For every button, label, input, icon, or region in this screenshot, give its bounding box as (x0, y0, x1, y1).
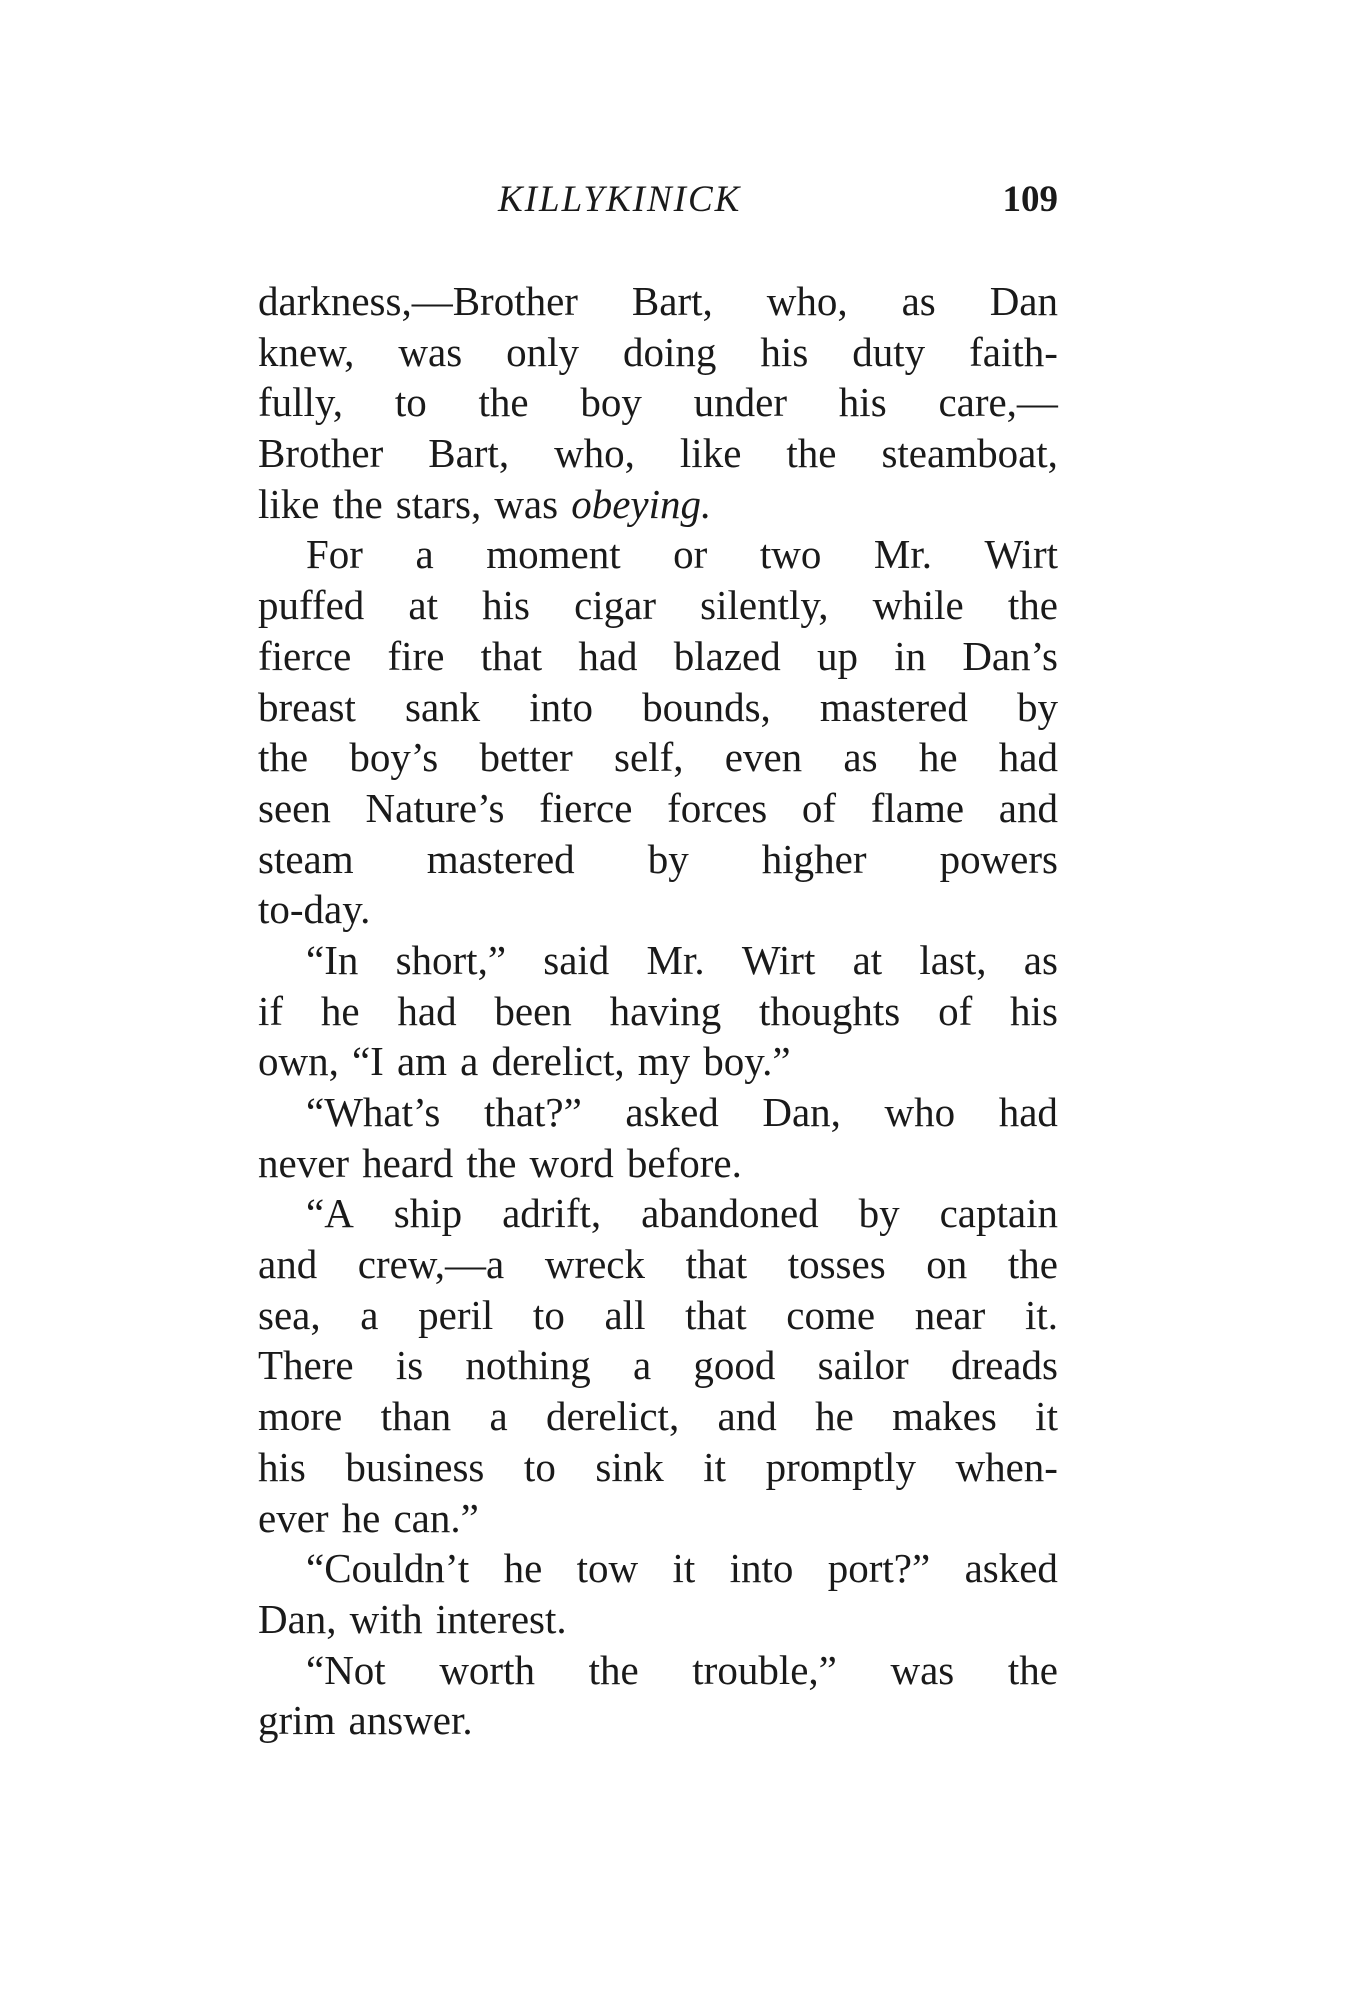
word: never (258, 1139, 350, 1186)
word: tow (576, 1545, 639, 1592)
word: or (673, 531, 708, 578)
text-line (258, 327, 1058, 378)
word: at (408, 582, 438, 629)
word: two (759, 531, 822, 578)
word: Bart, (428, 430, 510, 477)
word: mastered (819, 683, 968, 730)
text-line (258, 834, 1058, 885)
word: cigar (574, 582, 657, 629)
word: There (258, 1342, 354, 1389)
word: Mr. (646, 936, 705, 983)
word: than (380, 1393, 452, 1440)
word: “What’s (306, 1089, 441, 1135)
word: his (258, 1443, 306, 1490)
word: makes (892, 1393, 997, 1440)
text-line (258, 732, 1058, 783)
page-number: 109 (1002, 179, 1058, 220)
word: by (1016, 683, 1058, 730)
text-line (258, 1138, 1058, 1189)
word: boy.” (703, 1038, 791, 1085)
word: boy (580, 379, 642, 426)
word: nothing (465, 1342, 591, 1389)
word: word (529, 1139, 614, 1186)
word: care,— (938, 379, 1058, 426)
word: promptly (765, 1443, 916, 1490)
word: who, (766, 278, 848, 324)
word: more (258, 1393, 343, 1440)
word: grim (258, 1697, 336, 1744)
word: “I (351, 1038, 384, 1085)
word: my (637, 1038, 691, 1085)
word: as (1023, 936, 1058, 983)
word: Dan’s (962, 632, 1058, 679)
word: “Couldn’t (306, 1545, 470, 1592)
word: fire (387, 632, 445, 679)
word: had (397, 987, 457, 1034)
word: when- (955, 1443, 1058, 1490)
word: forces (667, 784, 768, 831)
word: Mr. (873, 531, 932, 578)
text-line (258, 682, 1058, 733)
text-line (258, 935, 1058, 986)
word: puffed (258, 582, 365, 629)
word: his (482, 582, 530, 629)
word: thoughts (759, 987, 901, 1034)
word: who, (554, 430, 635, 477)
word: the (1007, 1241, 1058, 1288)
word: powers (939, 835, 1058, 882)
word: dreads (950, 1342, 1058, 1389)
text-line (258, 1239, 1058, 1290)
text-line (258, 986, 1058, 1037)
word: had (998, 1089, 1058, 1135)
word: asked (964, 1545, 1058, 1592)
word: that (685, 1241, 748, 1288)
word: the (1007, 1646, 1058, 1693)
word: short,” (395, 936, 507, 983)
word: in (894, 632, 927, 679)
word: Bart, (631, 278, 713, 324)
word: the (588, 1646, 639, 1693)
word: heard (362, 1139, 454, 1186)
running-title: KILLYKINICK (498, 179, 742, 220)
word: having (609, 987, 722, 1034)
text-line (258, 1340, 1058, 1391)
word: last, (919, 936, 987, 983)
word: crew,—a (357, 1241, 505, 1288)
word: moment (486, 531, 621, 578)
word: the (478, 379, 529, 426)
word: self, (614, 734, 684, 781)
word: only (506, 328, 580, 375)
text-line (258, 631, 1058, 682)
word: good (693, 1342, 776, 1389)
word: like (679, 430, 742, 477)
word: his (1010, 987, 1058, 1034)
word: as (901, 278, 936, 324)
word: of (801, 784, 837, 831)
word: the (258, 734, 309, 781)
word: peril (418, 1291, 494, 1338)
word: silently, (700, 582, 829, 629)
word: is (395, 1342, 424, 1389)
word: Dan, (258, 1595, 337, 1642)
word: Dan (989, 278, 1058, 324)
word: was (398, 328, 463, 375)
word: faith- (969, 328, 1058, 375)
word: like (258, 480, 320, 527)
word: For (306, 531, 363, 578)
word: captain (939, 1190, 1058, 1237)
body-text (258, 276, 1058, 1746)
word: business (345, 1443, 485, 1490)
word: am (396, 1038, 448, 1085)
word: with (349, 1595, 423, 1642)
word: Wirt (741, 936, 816, 983)
word: fierce (539, 784, 633, 831)
word: abandoned (641, 1190, 819, 1237)
word: that (685, 1291, 747, 1338)
word: the (1007, 582, 1058, 629)
word: steamboat, (881, 430, 1058, 477)
word: derelict, (546, 1393, 680, 1440)
text-line (258, 884, 1058, 935)
word: was (890, 1646, 955, 1693)
word: while (872, 582, 964, 629)
text-line (258, 1594, 1058, 1645)
word: the (786, 430, 837, 477)
text-line (258, 1087, 1058, 1138)
word: darkness,—Brother (258, 278, 578, 324)
word: his (760, 328, 809, 375)
word: steam (258, 835, 354, 882)
text-line (258, 1543, 1058, 1594)
word: the (332, 480, 383, 527)
word: Wirt (984, 531, 1058, 578)
text-line (258, 1188, 1058, 1239)
word: it (703, 1443, 727, 1490)
word: worth (439, 1646, 535, 1693)
word: and (258, 1241, 318, 1288)
word: he (815, 1393, 854, 1440)
word: blazed (673, 632, 781, 679)
word: fierce (258, 632, 352, 679)
word: of (938, 987, 973, 1034)
word: can.” (393, 1494, 479, 1541)
word: a (360, 1291, 379, 1338)
word: tosses (787, 1241, 886, 1288)
text-line (258, 783, 1058, 834)
word: even (724, 734, 803, 781)
word: duty (852, 328, 926, 375)
word: mastered (426, 835, 575, 882)
word: it (672, 1545, 696, 1592)
word: “Not (306, 1646, 386, 1693)
word: Brother (258, 430, 384, 477)
word: the (466, 1139, 517, 1186)
word: into (729, 1545, 794, 1592)
word: was (494, 480, 559, 527)
word: been (494, 987, 572, 1034)
word: before. (626, 1139, 742, 1186)
word: to (394, 379, 427, 426)
word: derelict, (491, 1038, 625, 1085)
word: port?” (827, 1545, 931, 1592)
word: boy’s (349, 734, 439, 781)
word: he (503, 1545, 543, 1592)
word: answer. (348, 1697, 473, 1744)
word: to (523, 1443, 556, 1490)
text-line (258, 479, 1058, 530)
word: his (838, 379, 887, 426)
word: to-day. (258, 886, 371, 933)
word: seen (258, 784, 331, 831)
running-head (258, 178, 1058, 238)
word: who (884, 1089, 956, 1135)
text-line (258, 1290, 1058, 1341)
word: better (479, 734, 573, 781)
word: adrift, (502, 1190, 602, 1237)
word: up (816, 632, 858, 679)
word: he (341, 1494, 381, 1541)
word: sink (595, 1443, 664, 1490)
word: trouble,” (692, 1646, 837, 1693)
word: asked (625, 1089, 719, 1135)
text-line (258, 428, 1058, 479)
word: had (578, 632, 638, 679)
word: had (998, 734, 1058, 781)
text-line (258, 276, 1058, 327)
word: Dan, (762, 1089, 841, 1135)
word: sank (404, 683, 481, 730)
word: if (258, 987, 284, 1034)
word: stars, (395, 480, 482, 527)
word: at (852, 936, 883, 983)
text-line (258, 1036, 1058, 1087)
word: higher (761, 835, 867, 882)
word: ship (393, 1190, 463, 1237)
word: said (543, 936, 610, 983)
text-line (258, 1391, 1058, 1442)
word: by (858, 1190, 900, 1237)
word: wreck (544, 1241, 646, 1288)
word: a (415, 531, 434, 578)
word: flame (870, 784, 965, 831)
word: under (693, 379, 788, 426)
text-line (258, 1645, 1058, 1696)
word: and (998, 784, 1058, 831)
word: Nature’s (365, 784, 505, 831)
word: knew, (258, 328, 355, 375)
word: interest. (435, 1595, 567, 1642)
text-line (258, 580, 1058, 631)
word: ever (258, 1494, 329, 1541)
word: he (320, 987, 360, 1034)
word: all (604, 1291, 646, 1338)
word: fully, (258, 379, 344, 426)
word: come (786, 1291, 876, 1338)
word: doing (623, 328, 717, 375)
word: it (1035, 1393, 1058, 1440)
word: sailor (817, 1342, 909, 1389)
text-line (258, 377, 1058, 428)
word: on (926, 1241, 968, 1288)
word: breast (258, 683, 356, 730)
word: “In (306, 936, 359, 983)
word: “A (306, 1190, 354, 1237)
word-emphasis: obeying. (571, 480, 712, 527)
word: that (480, 632, 543, 679)
word: a (632, 1342, 652, 1389)
text-line (258, 1442, 1058, 1493)
word: by (647, 835, 689, 882)
word: own, (258, 1038, 339, 1085)
text-line (258, 529, 1058, 580)
word: a (489, 1393, 508, 1440)
word: he (918, 734, 958, 781)
word: sea, (258, 1291, 321, 1338)
word: that?” (483, 1089, 582, 1135)
word: to (532, 1291, 565, 1338)
text-line (258, 1493, 1058, 1544)
word: as (843, 734, 878, 781)
word: near (914, 1291, 986, 1338)
text-line (258, 1695, 1058, 1746)
word: a (460, 1038, 479, 1085)
word: bounds, (642, 683, 771, 730)
word: into (529, 683, 594, 730)
word: it. (1024, 1291, 1058, 1338)
word: and (717, 1393, 777, 1440)
